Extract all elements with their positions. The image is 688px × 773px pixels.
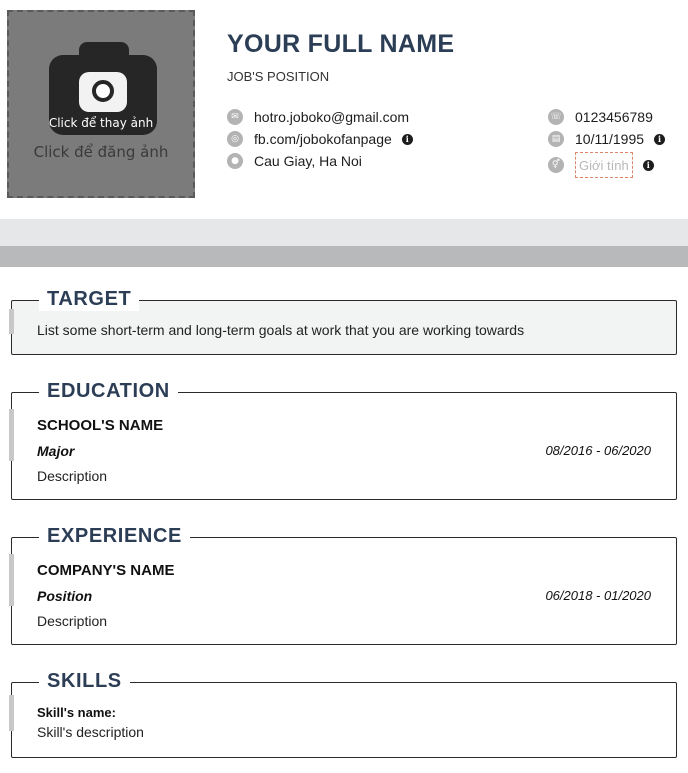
location-pin-icon: ● bbox=[227, 153, 243, 169]
position-field[interactable]: Position bbox=[37, 587, 93, 604]
phone-row bbox=[548, 108, 653, 126]
company-name[interactable]: COMPANY'S NAME bbox=[37, 562, 175, 579]
target-section bbox=[11, 288, 677, 355]
skills-section bbox=[11, 670, 677, 758]
facebook-field[interactable]: fb.com/jobokofanpage bbox=[254, 131, 392, 147]
globe-icon: ◎ bbox=[227, 131, 243, 147]
phone-icon: ☏ bbox=[548, 109, 564, 125]
gender-row bbox=[548, 152, 654, 178]
experience-description[interactable]: Description bbox=[37, 612, 108, 629]
full-name[interactable]: YOUR FULL NAME bbox=[227, 30, 455, 58]
experience-date[interactable]: 06/2018 - 01/2020 bbox=[545, 588, 651, 603]
section-accent bbox=[9, 309, 14, 334]
target-text[interactable]: List some short-term and long-term goals at work that you are working towards bbox=[37, 322, 525, 338]
experience-section bbox=[11, 525, 677, 645]
experience-title: EXPERIENCE bbox=[39, 525, 190, 548]
address-field[interactable]: Cau Giay, Ha Noi bbox=[254, 153, 362, 169]
target-title: TARGET bbox=[39, 288, 139, 311]
info-icon[interactable]: i bbox=[402, 134, 413, 145]
cake-icon: ▤ bbox=[548, 131, 564, 147]
birthday-row bbox=[548, 130, 665, 148]
skills-title: SKILLS bbox=[39, 670, 130, 693]
change-photo-label[interactable]: Click để thay ảnh bbox=[48, 116, 154, 130]
envelope-icon: ✉ bbox=[227, 109, 243, 125]
upload-photo-label[interactable]: Click để đăng ảnh bbox=[33, 143, 169, 161]
education-description[interactable]: Description bbox=[37, 467, 108, 484]
education-title: EDUCATION bbox=[39, 380, 178, 403]
avatar-upload[interactable] bbox=[7, 10, 195, 198]
separator-band-light bbox=[0, 219, 688, 246]
section-accent bbox=[9, 695, 14, 731]
skill-description[interactable]: Skill's description bbox=[37, 724, 144, 740]
separator-band-dark bbox=[0, 246, 688, 267]
info-icon[interactable]: i bbox=[654, 134, 665, 145]
gender-field[interactable]: Giới tính bbox=[575, 152, 633, 178]
section-accent bbox=[9, 409, 14, 461]
facebook-row bbox=[227, 130, 413, 148]
major-field[interactable]: Major bbox=[37, 442, 75, 459]
gender-icon: ⚥ bbox=[548, 157, 564, 173]
education-date[interactable]: 08/2016 - 06/2020 bbox=[545, 443, 651, 458]
camera-lens bbox=[92, 80, 114, 102]
birthday-field[interactable]: 10/11/1995 bbox=[575, 131, 645, 147]
school-name[interactable]: SCHOOL'S NAME bbox=[37, 417, 164, 434]
email-row bbox=[227, 108, 409, 126]
section-accent bbox=[9, 554, 14, 606]
email-field[interactable]: hotro.joboko@gmail.com bbox=[254, 109, 410, 125]
address-row bbox=[227, 152, 362, 170]
skill-name[interactable]: Skill's name: bbox=[37, 705, 116, 720]
phone-field[interactable]: 0123456789 bbox=[575, 109, 653, 125]
education-section bbox=[11, 380, 677, 500]
job-position[interactable]: JOB'S POSITION bbox=[227, 69, 330, 84]
info-icon[interactable]: i bbox=[643, 160, 654, 171]
